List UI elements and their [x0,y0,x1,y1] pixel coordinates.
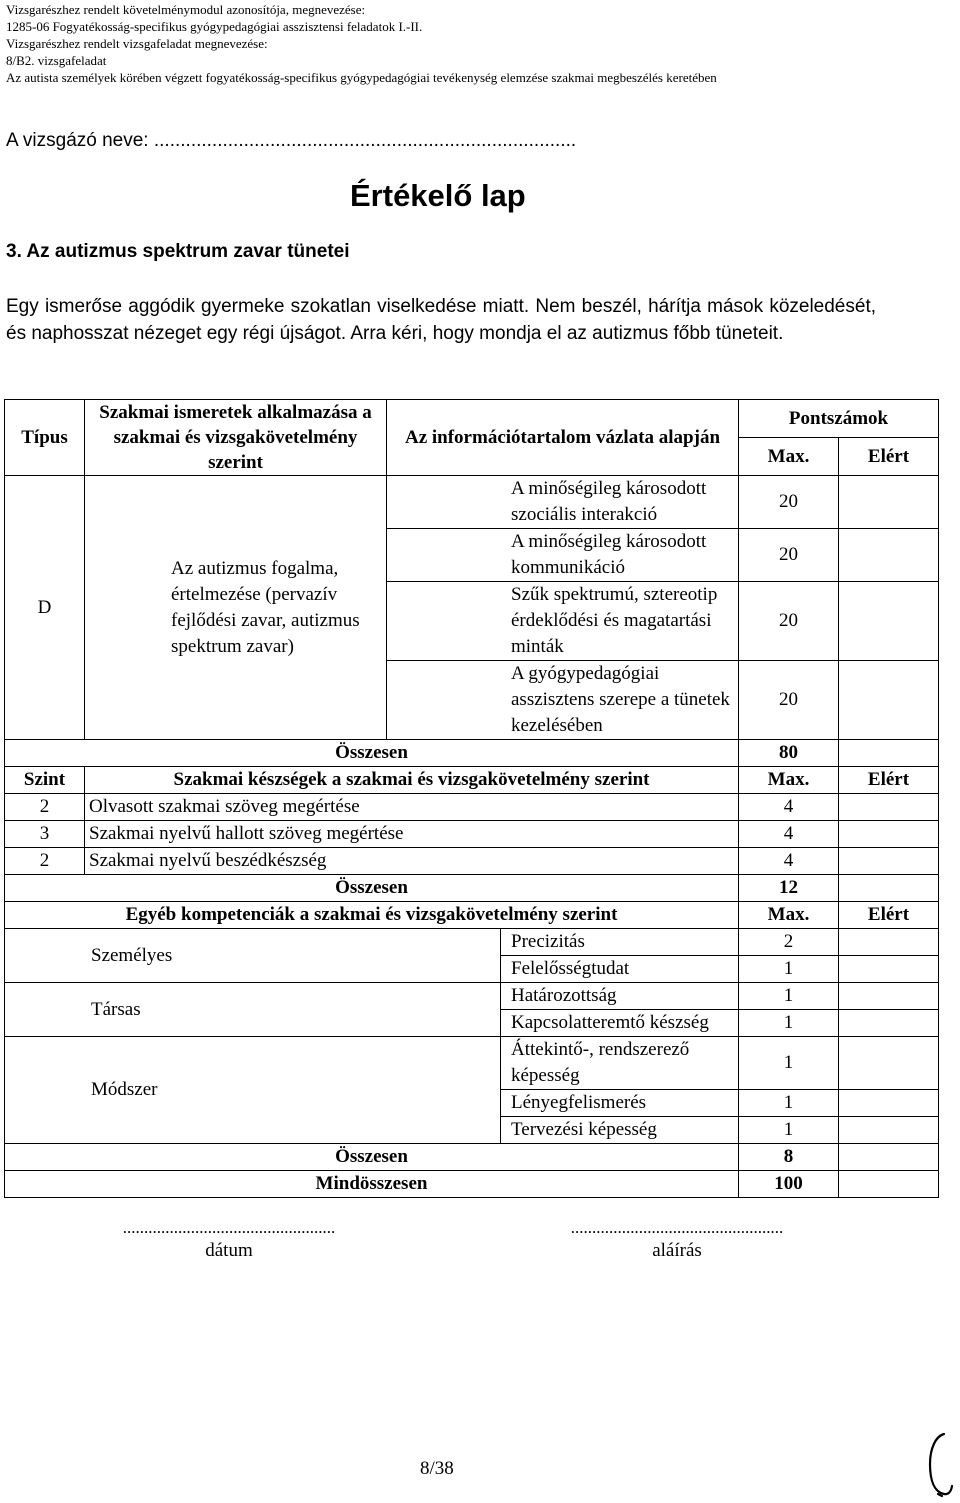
date-field[interactable] [92,1218,366,1262]
table-row [5,848,939,875]
header-task-code: 8/B2. vizsgafeladat [6,53,107,68]
skill-achieved[interactable] [839,794,939,821]
type-value: D [5,476,85,740]
table-row [5,794,939,821]
table-row [5,1037,939,1090]
grand-total-label: Mindösszesen [5,1171,739,1198]
signature-line: .................................................. [570,1218,784,1237]
table-row [5,476,939,529]
skill-level: 3 [5,821,85,848]
task-description: Egy ismerőse aggódik gyermeke szokatlan viselkedése miatt. Nem beszél, hárítja mások közeledését, és naphosszat nézeget egy régi újságot. Arra kéri, hogy mondja el az autizmus főbb tüneteit. [6,296,876,344]
skills-header-row [5,767,939,794]
header-info: Az információtartalom vázlata alapján [387,400,739,476]
competency-max: 1 [739,1010,839,1037]
skill-item: Szakmai nyelvű hallott szöveg megértése [85,821,739,848]
subtotal-row [5,1144,939,1171]
grand-total-achieved[interactable] [839,1171,939,1198]
skill-max: 4 [739,848,839,875]
header-max: Max. [739,767,839,794]
competency-max: 1 [739,1037,839,1090]
skill-item: Szakmai nyelvű beszédkészség [85,848,739,875]
info-item: Szűk spektrumú, sztereotip érdeklődési és magatartási minták [387,582,739,661]
competency-item: Áttekintő-, rendszerező képesség [501,1037,739,1090]
date-label: dátum [205,1240,253,1261]
info-achieved[interactable] [839,529,939,582]
skill-item: Olvasott szakmai szöveg megértése [85,794,739,821]
table-row [5,929,939,956]
subtotal-label: Összesen [5,875,739,902]
info-item: A minőségileg károsodott szociális interakció [387,476,739,529]
signature-field[interactable] [540,1218,814,1262]
header-type: Típus [5,400,85,476]
date-line: .................................................. [122,1218,336,1237]
table-header-row [5,400,939,438]
header-module-name: 1285-06 Fogyatékosság-specifikus gyógypedagógiai asszisztensi feladatok I.-II. [6,19,423,34]
competency-achieved[interactable] [839,956,939,983]
header-points: Pontszámok [739,400,939,438]
subtotal-label: Összesen [5,1144,739,1171]
page-number: 8/38 [420,1458,454,1479]
header-max: Max. [739,902,839,929]
competency-achieved[interactable] [839,1037,939,1090]
info-achieved[interactable] [839,661,939,740]
header-task-label: Vizsgarészhez rendelt vizsgafeladat megnevezése: [6,36,268,51]
header-achieved: Elért [839,767,939,794]
info-max: 20 [739,476,839,529]
skill-level: 2 [5,848,85,875]
info-achieved[interactable] [839,582,939,661]
info-max: 20 [739,661,839,740]
competency-max: 1 [739,1117,839,1144]
header-knowledge: Szakmai ismeretek alkalmazása a szakmai és vizsgakövetelmény szerint [85,400,387,476]
grand-total-value: 100 [739,1171,839,1198]
competency-max: 1 [739,1090,839,1117]
skill-level: 2 [5,794,85,821]
skill-achieved[interactable] [839,821,939,848]
competency-achieved[interactable] [839,1010,939,1037]
competency-achieved[interactable] [839,1090,939,1117]
table-row [5,821,939,848]
header-achieved: Elért [839,902,939,929]
skill-achieved[interactable] [839,848,939,875]
grand-total-row [5,1171,939,1198]
subtotal-achieved[interactable] [839,740,939,767]
competency-item: Határozottság [501,983,739,1010]
subtotal-label: Összesen [5,740,739,767]
competency-item: Tervezési képesség [501,1117,739,1144]
competency-item: Lényegfelismerés [501,1090,739,1117]
signature-label: aláírás [652,1240,702,1261]
table-row [5,983,939,1010]
examinee-name-line: A vizsgázó neve: ................................................................................ [6,130,577,151]
skill-max: 4 [739,821,839,848]
competencies-header-row [5,902,939,929]
info-item: A minőségileg károsodott kommunikáció [387,529,739,582]
subtotal-row [5,875,939,902]
category-method: Módszer [5,1037,501,1144]
header-level: Szint [5,767,85,794]
header-task-name: Az autista személyek körében végzett fogyatékosság-specifikus gyógypedagógiai tevékenység elemzése szakmai megbeszélés keretében [6,70,717,85]
category-personal: Személyes [5,929,501,983]
handwritten-mark-icon [918,1428,956,1500]
competency-achieved[interactable] [839,929,939,956]
info-max: 20 [739,582,839,661]
subtotal-value: 8 [739,1144,839,1171]
skill-max: 4 [739,794,839,821]
info-achieved[interactable] [839,476,939,529]
competency-max: 1 [739,956,839,983]
info-item: A gyógypedagógiai asszisztens szerepe a tünetek kezelésében [387,661,739,740]
subtotal-value: 12 [739,875,839,902]
subtotal-achieved[interactable] [839,1144,939,1171]
evaluation-table [4,399,939,1198]
page-title: Értékelő lap [350,178,526,213]
header-module-label: Vizsgarészhez rendelt követelménymodul azonosítója, megnevezése: [6,2,366,17]
info-max: 20 [739,529,839,582]
task-title: 3. Az autizmus spektrum zavar tünetei [6,241,350,262]
knowledge-concept: Az autizmus fogalma, értelmezése (pervazív fejlődési zavar, autizmus spektrum zavar) [85,476,387,740]
header-competencies: Egyéb kompetenciák a szakmai és vizsgakövetelmény szerint [5,902,739,929]
subtotal-achieved[interactable] [839,875,939,902]
subtotal-row [5,740,939,767]
category-social: Társas [5,983,501,1037]
subtotal-value: 80 [739,740,839,767]
header-max: Max. [739,438,839,476]
competency-max: 2 [739,929,839,956]
header-skills: Szakmai készségek a szakmai és vizsgakövetelmény szerint [85,767,739,794]
competency-max: 1 [739,983,839,1010]
header-achieved: Elért [839,438,939,476]
competency-item: Precizitás [501,929,739,956]
competency-item: Kapcsolatteremtő készség [501,1010,739,1037]
competency-achieved[interactable] [839,983,939,1010]
competency-achieved[interactable] [839,1117,939,1144]
competency-item: Felelősségtudat [501,956,739,983]
